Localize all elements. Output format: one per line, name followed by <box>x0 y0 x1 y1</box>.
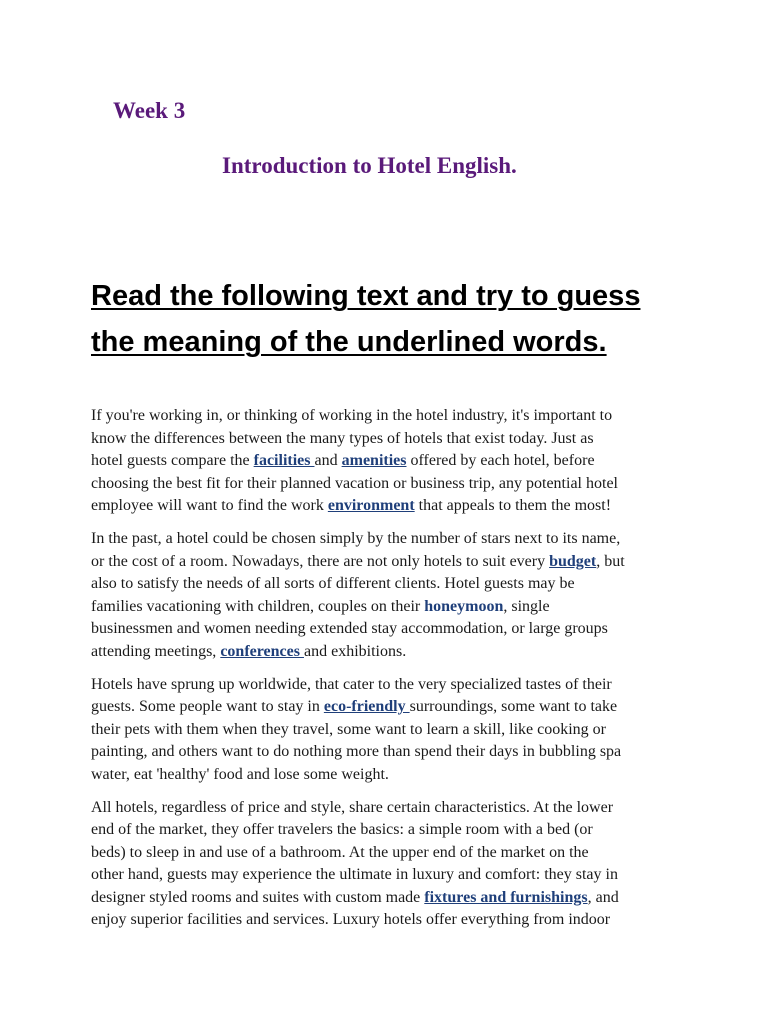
text-line: families vacationing with children, couples on their honeymoon, single <box>91 597 550 615</box>
text-line: also to satisfy the needs of all sorts of different clients. Hotel guests may be <box>91 575 575 593</box>
text-line: employee will want to find the work environment that appeals to them the most! <box>91 497 612 515</box>
text-line: designer styled rooms and suites with custom made fixtures and furnishings, and <box>91 888 619 906</box>
paragraph <box>91 405 691 518</box>
text-line: other hand, guests may experience the ultimate in luxury and comfort: they stay in <box>91 866 618 884</box>
vocabulary-link[interactable]: environment <box>327 497 415 515</box>
text-line: water, eat 'healthy' food and lose some weight. <box>91 765 389 783</box>
text-line: businessmen and women needing extended stay accommodation, or large groups <box>91 620 608 638</box>
text-line: If you're working in, or thinking of working in the hotel industry, it's important to <box>91 407 613 424</box>
vocabulary-link[interactable]: amenities <box>341 452 407 470</box>
vocabulary-link[interactable]: budget <box>549 552 597 570</box>
text-line: know the differences between the many types of hotels that exist today. Just as <box>91 429 594 447</box>
text-line: All hotels, regardless of price and style, share certain characteristics. At the lower <box>91 798 614 816</box>
instruction-line: the meaning of the underlined words. <box>91 326 607 358</box>
text-line: beds) to sleep in and use of a bathroom. At the upper end of the market on the <box>91 843 589 861</box>
paragraph <box>91 797 691 933</box>
text-line: Hotels have sprung up worldwide, that cater to the very specialized tastes of their <box>91 675 612 693</box>
vocabulary-word: honeymoon <box>424 597 504 615</box>
text-line: painting, and others want to do nothing more than spend their days in bubbling spa <box>91 743 622 761</box>
vocabulary-link[interactable]: facilities <box>253 452 315 470</box>
text-line: their pets with them when they travel, some want to learn a skill, like cooking or <box>91 720 606 738</box>
vocabulary-link[interactable]: fixtures and furnishings <box>424 888 588 906</box>
paragraph <box>91 528 691 664</box>
text-line: enjoy superior facilities and services. Luxury hotels offer everything from indoor <box>91 911 611 929</box>
text-line: end of the market, they offer travelers the basics: a simple room with a bed (or <box>91 821 593 839</box>
text-line: choosing the best fit for their planned vacation or business trip, any potential hotel <box>91 474 618 492</box>
text-line: In the past, a hotel could be chosen simply by the number of stars next to its name, <box>91 529 621 547</box>
instruction-line: Read the following text and try to guess <box>91 280 641 312</box>
vocabulary-link[interactable]: eco-friendly <box>323 698 410 716</box>
instruction-heading <box>91 273 721 365</box>
vocabulary-link[interactable]: conferences <box>220 642 304 660</box>
text-line: attending meetings, conferences and exhibitions. <box>91 642 407 660</box>
lesson-title: Introduction to Hotel English. <box>222 153 517 178</box>
reading-text <box>91 405 691 942</box>
text-line: guests. Some people want to stay in eco-friendly surroundings, some want to take <box>91 698 618 716</box>
text-line: or the cost of a room. Nowadays, there are not only hotels to suit every budget, but <box>91 552 625 570</box>
week-heading: Week 3 <box>113 98 186 123</box>
paragraph <box>91 674 691 787</box>
text-line: hotel guests compare the facilities and amenities offered by each hotel, before <box>91 452 595 470</box>
